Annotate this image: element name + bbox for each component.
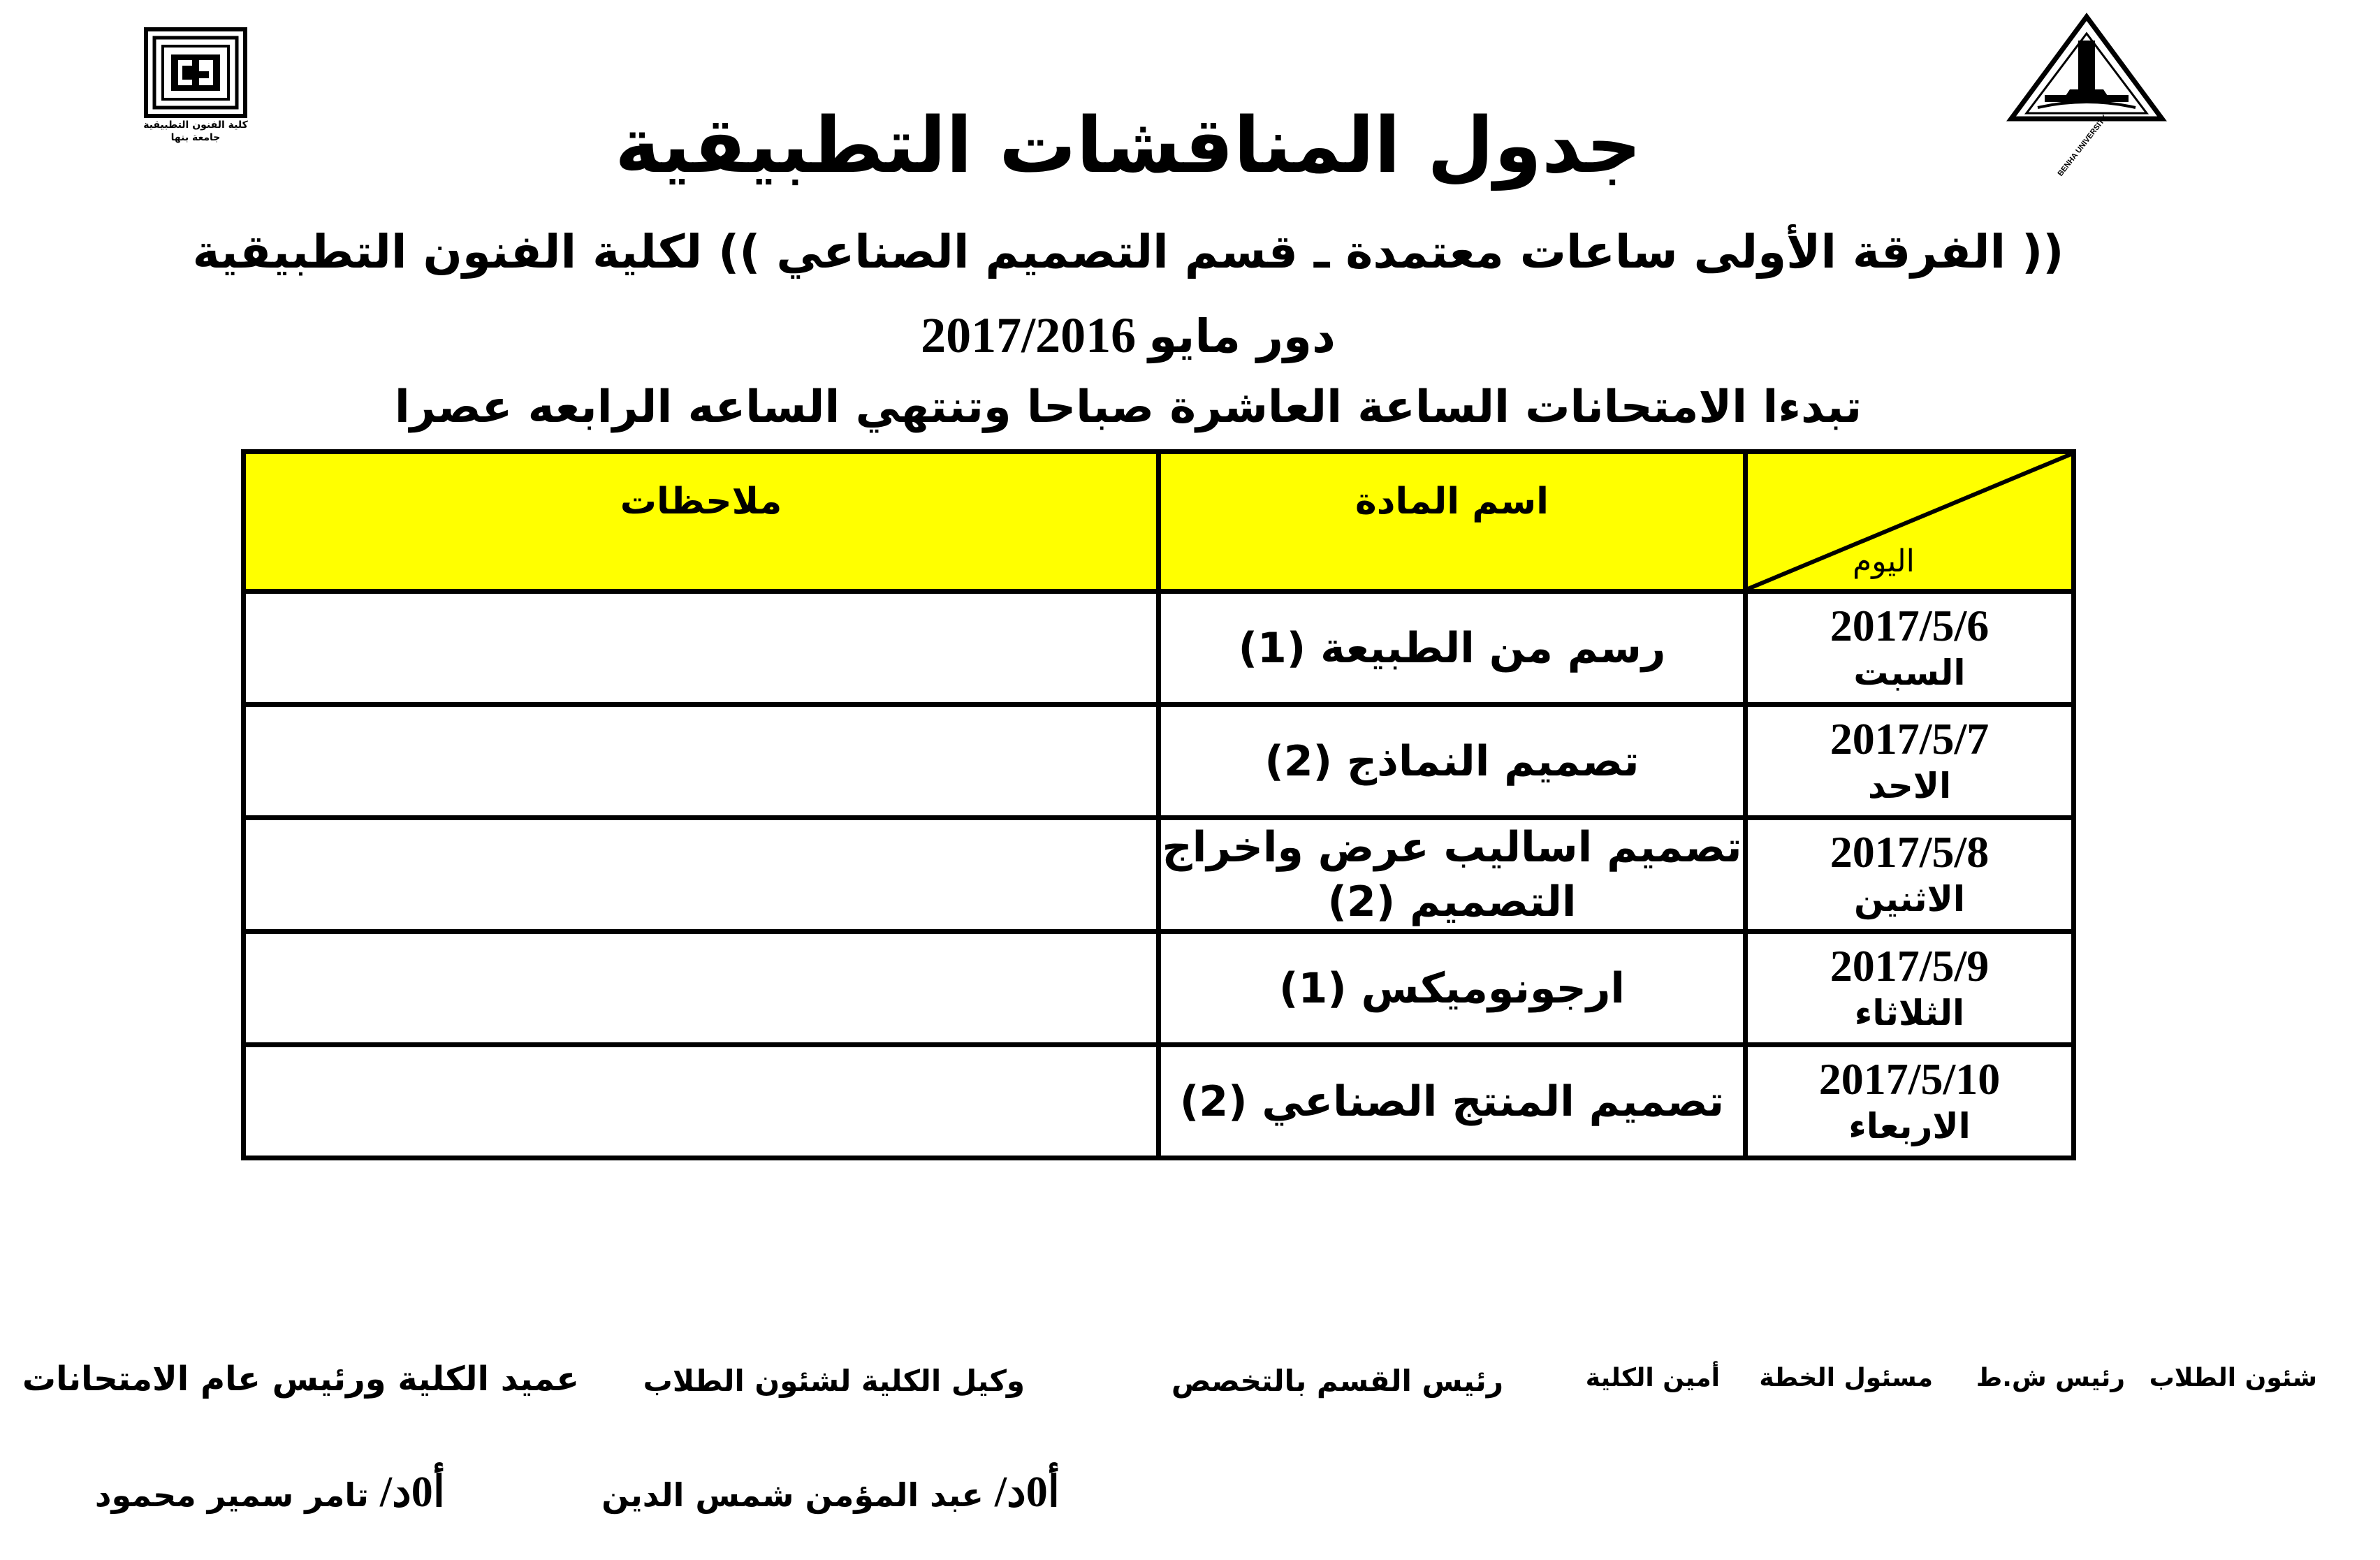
- exam-day: الثلاثاء: [1854, 992, 1965, 1033]
- table-row: [244, 592, 2074, 705]
- subject-cell: تصميم المنتج الصناعي (2): [1159, 1045, 1746, 1158]
- dean-name-text: تامر سمير محمود: [94, 1476, 369, 1514]
- day-cell: [1746, 592, 2074, 705]
- exam-day: السبت: [1853, 652, 1966, 693]
- day-cell: [1746, 818, 2074, 932]
- notes-cell: [244, 1045, 1159, 1158]
- subject-cell: ارجونوميكس (1): [1159, 932, 1746, 1045]
- page-subtitle-program: (( الفرقة الأولى ساعات معتمدة ـ قسم التصميم الصناعي )) لكلية الفنون التطبيقية: [192, 225, 2064, 279]
- session-label: دور مايو: [1148, 309, 1336, 363]
- exam-date: 2017/5/8: [1830, 827, 1990, 877]
- vice-dean-title: أ0د/: [994, 1468, 1060, 1516]
- exam-day: الاثنين: [1854, 879, 1965, 919]
- page-subtitle-hours: تبدءا الامتحانات الساعة العاشرة صباحا وتنتهي الساعه الرابعه عصرا: [394, 381, 1862, 433]
- signature-dean: عميد الكلية ورئيس عام الامتحانات: [22, 1359, 579, 1399]
- session-year: 2017/2016: [921, 307, 1137, 363]
- subject-cell: تصميم النماذج (2): [1159, 705, 1746, 818]
- exam-day: الاحد: [1867, 765, 1952, 806]
- header-subject: اسم المادة: [1159, 452, 1746, 592]
- notes-cell: [244, 705, 1159, 818]
- subject-line-1: تصميم اساليب عرض واخراج: [1162, 823, 1742, 872]
- day-cell: [1746, 705, 2074, 818]
- notes-cell: [244, 592, 1159, 705]
- page-subtitle-session: [0, 303, 2256, 369]
- signature-department-head: رئيس القسم بالتخصص: [1171, 1364, 1503, 1398]
- exam-day: الاربعاء: [1848, 1105, 1971, 1146]
- notes-cell: [244, 818, 1159, 932]
- faculty-logo-caption-1: كلية الفنون التطبيقية: [143, 119, 248, 131]
- day-cell: [1746, 1045, 2074, 1158]
- exam-date: 2017/5/7: [1830, 713, 1990, 764]
- exam-date: 2017/5/10: [1818, 1054, 2001, 1104]
- faculty-logo-caption-2: جامعة بنها: [170, 132, 221, 143]
- exam-date: 2017/5/6: [1830, 600, 1990, 650]
- vice-dean-name-text: عبد المؤمن شمس الدين: [601, 1476, 984, 1514]
- header-day: [1746, 452, 2074, 592]
- exam-date: 2017/5/9: [1830, 940, 1990, 991]
- subject-cell: [1159, 818, 1746, 932]
- signature-vice-dean: وكيل الكلية لشئون الطلاب: [643, 1364, 1025, 1398]
- table-row: [244, 818, 2074, 932]
- header-day-label: اليوم: [1853, 544, 1915, 579]
- day-cell: [1746, 932, 2074, 1045]
- table-row: [244, 1045, 2074, 1158]
- table-header-row: [244, 452, 2074, 592]
- table-row: [244, 932, 2074, 1045]
- signature-student-affairs: شئون الطلاب: [2149, 1364, 2317, 1392]
- subject-line-2: التصميم (2): [1327, 877, 1577, 926]
- table-row: [244, 705, 2074, 818]
- page-title: جدول المناقشات التطبيقية: [615, 101, 1642, 190]
- university-logo-caption: BENHA UNIVERSITY: [2056, 113, 2110, 178]
- signature-faculty-secretary: أمين الكلية: [1585, 1364, 1720, 1392]
- schedule-table: [241, 449, 2076, 1160]
- subject-cell: رسم من الطبيعة (1): [1159, 592, 1746, 705]
- header-notes: ملاحظات: [244, 452, 1159, 592]
- dean-name: [95, 1466, 445, 1517]
- signature-head-sh-t: رئيس ش.ط: [1976, 1364, 2125, 1392]
- signature-plan-officer: مسئول الخطة: [1759, 1364, 1933, 1392]
- dean-title: أ0د/: [379, 1468, 445, 1516]
- notes-cell: [244, 932, 1159, 1045]
- schedule-table-wrapper: [246, 449, 2076, 1158]
- vice-dean-name: [601, 1466, 1060, 1517]
